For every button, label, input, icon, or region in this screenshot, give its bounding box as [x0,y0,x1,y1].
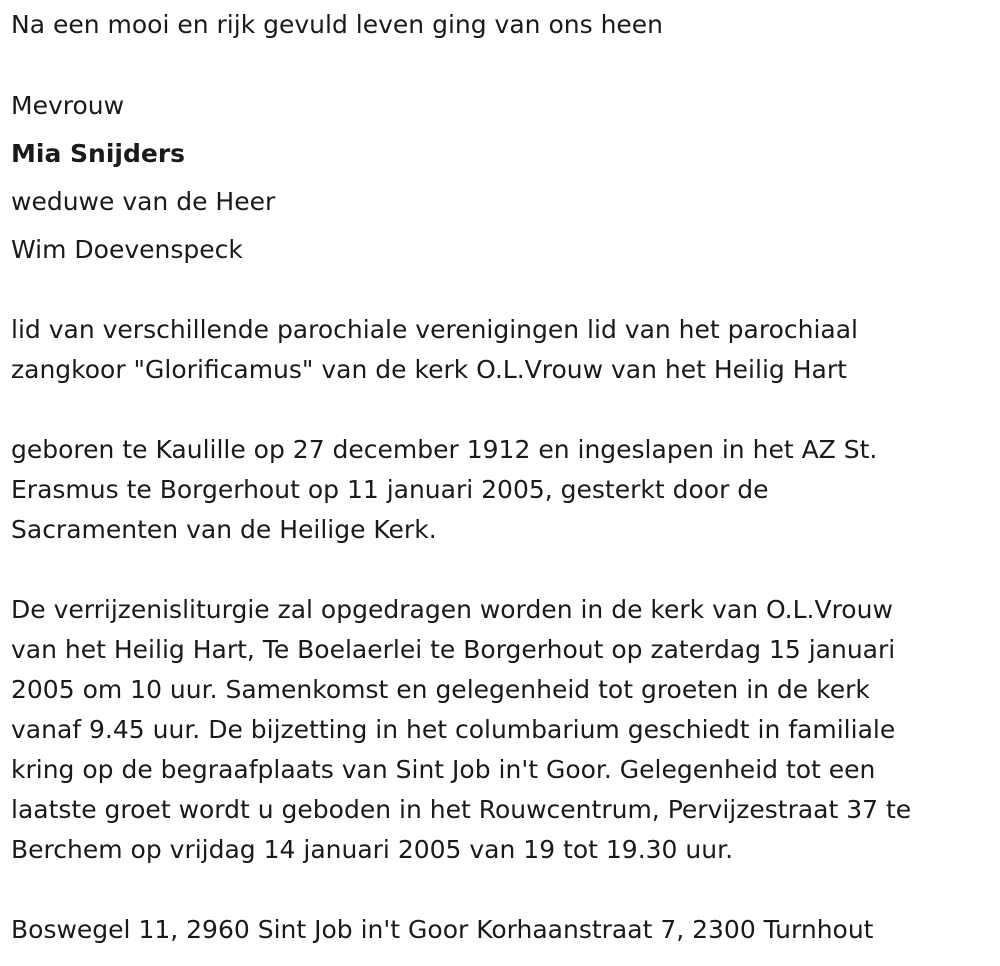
deceased-name: Mia Snijders [11,139,186,168]
ceremony-line: 2005 om 10 uur. Samenkomst en gelegenheid tot groeten in de kerk [11,675,870,704]
ceremony-line: Berchem op vrijdag 14 januari 2005 van 19 tot 19.30 uur. [11,835,734,864]
relation-line: weduwe van de Heer [11,187,276,216]
ceremony-line: kring op de begraafplaats van Sint Job in't Goor. Gelegenheid tot een [11,755,876,784]
membership-line: lid van verschillende parochiale verenigingen lid van het parochiaal [11,315,858,344]
membership-line: zangkoor "Glorificamus" van de kerk O.L.Vrouw van het Heilig Hart [11,355,847,384]
ceremony-line: laatste groet wordt u geboden in het Rouwcentrum, Pervijzestraat 37 te [11,795,912,824]
ceremony-line: vanaf 9.45 uur. De bijzetting in het columbarium geschiedt in familiale [11,715,896,744]
ceremony-line: De verrijzenisliturgie zal opgedragen worden in de kerk van O.L.Vrouw [11,595,893,624]
spouse-name: Wim Doevenspeck [11,235,243,264]
addresses-line: Boswegel 11, 2960 Sint Job in't Goor Korhaanstraat 7, 2300 Turnhout [11,915,874,944]
birth-death-line: Sacramenten van de Heilige Kerk. [11,515,437,544]
intro-line: Na een mooi en rijk gevuld leven ging van ons heen [11,10,664,39]
birth-death-line: Erasmus te Borgerhout op 11 januari 2005, gesterkt door de [11,475,769,504]
honorific: Mevrouw [11,91,125,120]
birth-death-line: geboren te Kaulille op 27 december 1912 en ingeslapen in het AZ St. [11,435,878,464]
ceremony-line: van het Heilig Hart, Te Boelaerlei te Borgerhout op zaterdag 15 januari [11,635,896,664]
